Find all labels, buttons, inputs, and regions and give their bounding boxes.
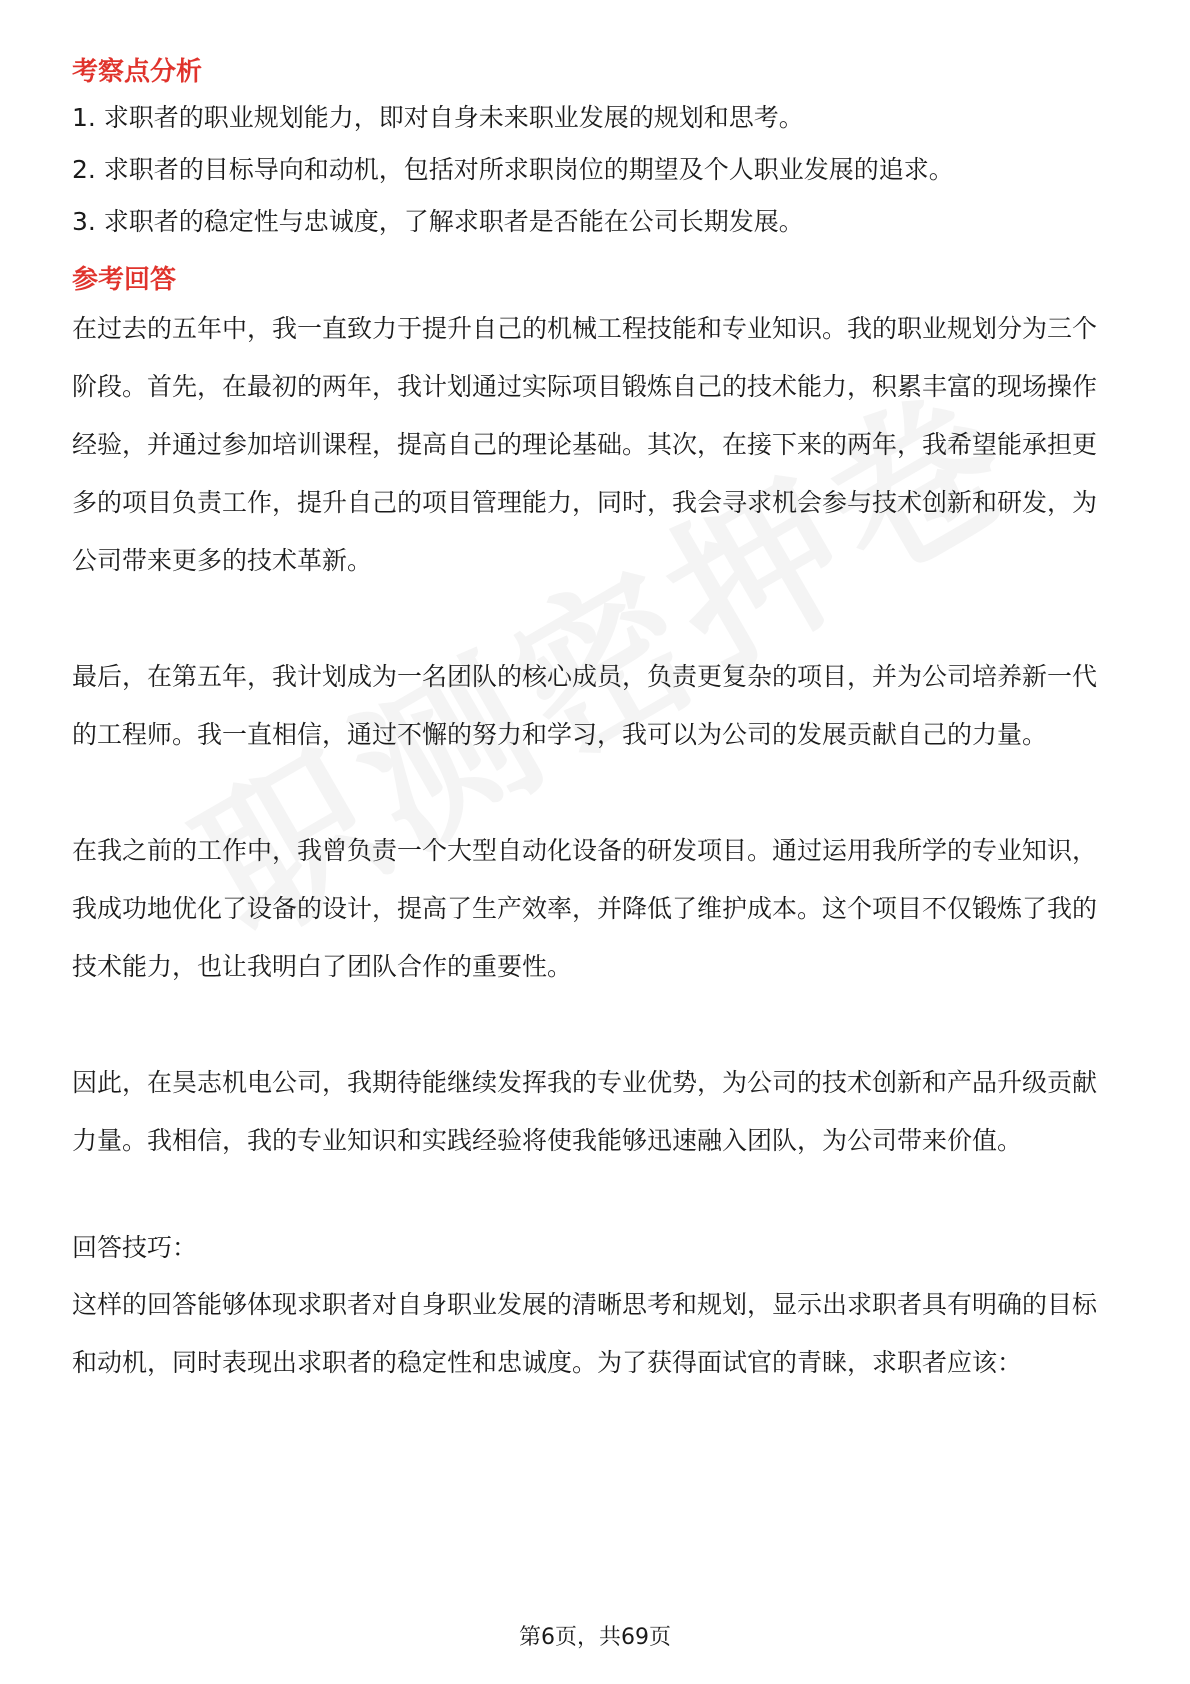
answer-paragraph-4: 因此，在昊志机电公司，我期待能继续发挥我的专业优势，为公司的技术创新和产品升级贡献力量。我相信，我的专业知识和实践经验将使我能够迅速融入团队，为公司带来价值。 [72, 1068, 1098, 1155]
page-content [72, 52, 1118, 1392]
tips-paragraph: 这样的回答能够体现求职者对自身职业发展的清晰思考和规划，显示出求职者具有明确的目标和动机，同时表现出求职者的稳定性和忠诚度。为了获得面试官的青睐，求职者应该： [72, 1290, 1098, 1377]
page-number: 第6页，共69页 [519, 1625, 671, 1650]
answer-paragraph-2: 最后，在第五年，我计划成为一名团队的核心成员，负责更复杂的项目，并为公司培养新一代的工程师。我一直相信，通过不懈的努力和学习，我可以为公司的发展贡献自己的力量。 [72, 662, 1098, 749]
answer-title: 参考回答 [72, 265, 177, 295]
analysis-title: 考察点分析 [72, 57, 203, 87]
answer-paragraph-1: 在过去的五年中，我一直致力于提升自己的机械工程技能和专业知识。我的职业规划分为三个阶段。首先，在最初的两年，我计划通过实际项目锻炼自己的技术能力，积累丰富的现场操作经验，并通过参加培训课程，提高自己的理论基础。其次，在接下来的两年，我希望能承担更多的项目负责工作，提升自己的项目管理能力，同时，我会寻求机会参与技术创新和研发，为公司带来更多的技术革新。 [72, 314, 1098, 575]
analysis-item-3: 3. 求职者的稳定性与忠诚度，了解求职者是否能在公司长期发展。 [72, 207, 804, 236]
analysis-item-2: 2. 求职者的目标导向和动机，包括对所求职岗位的期望及个人职业发展的追求。 [72, 155, 954, 184]
tips-label: 回答技巧： [72, 1233, 198, 1262]
answer-paragraph-3: 在我之前的工作中，我曾负责一个大型自动化设备的研发项目。通过运用我所学的专业知识，我成功地优化了设备的设计，提高了生产效率，并降低了维护成本。这个项目不仅锻炼了我的技术能力，也让我明白了团队合作的重要性。 [72, 836, 1098, 981]
analysis-item-1: 1. 求职者的职业规划能力，即对自身未来职业发展的规划和思考。 [72, 103, 804, 132]
